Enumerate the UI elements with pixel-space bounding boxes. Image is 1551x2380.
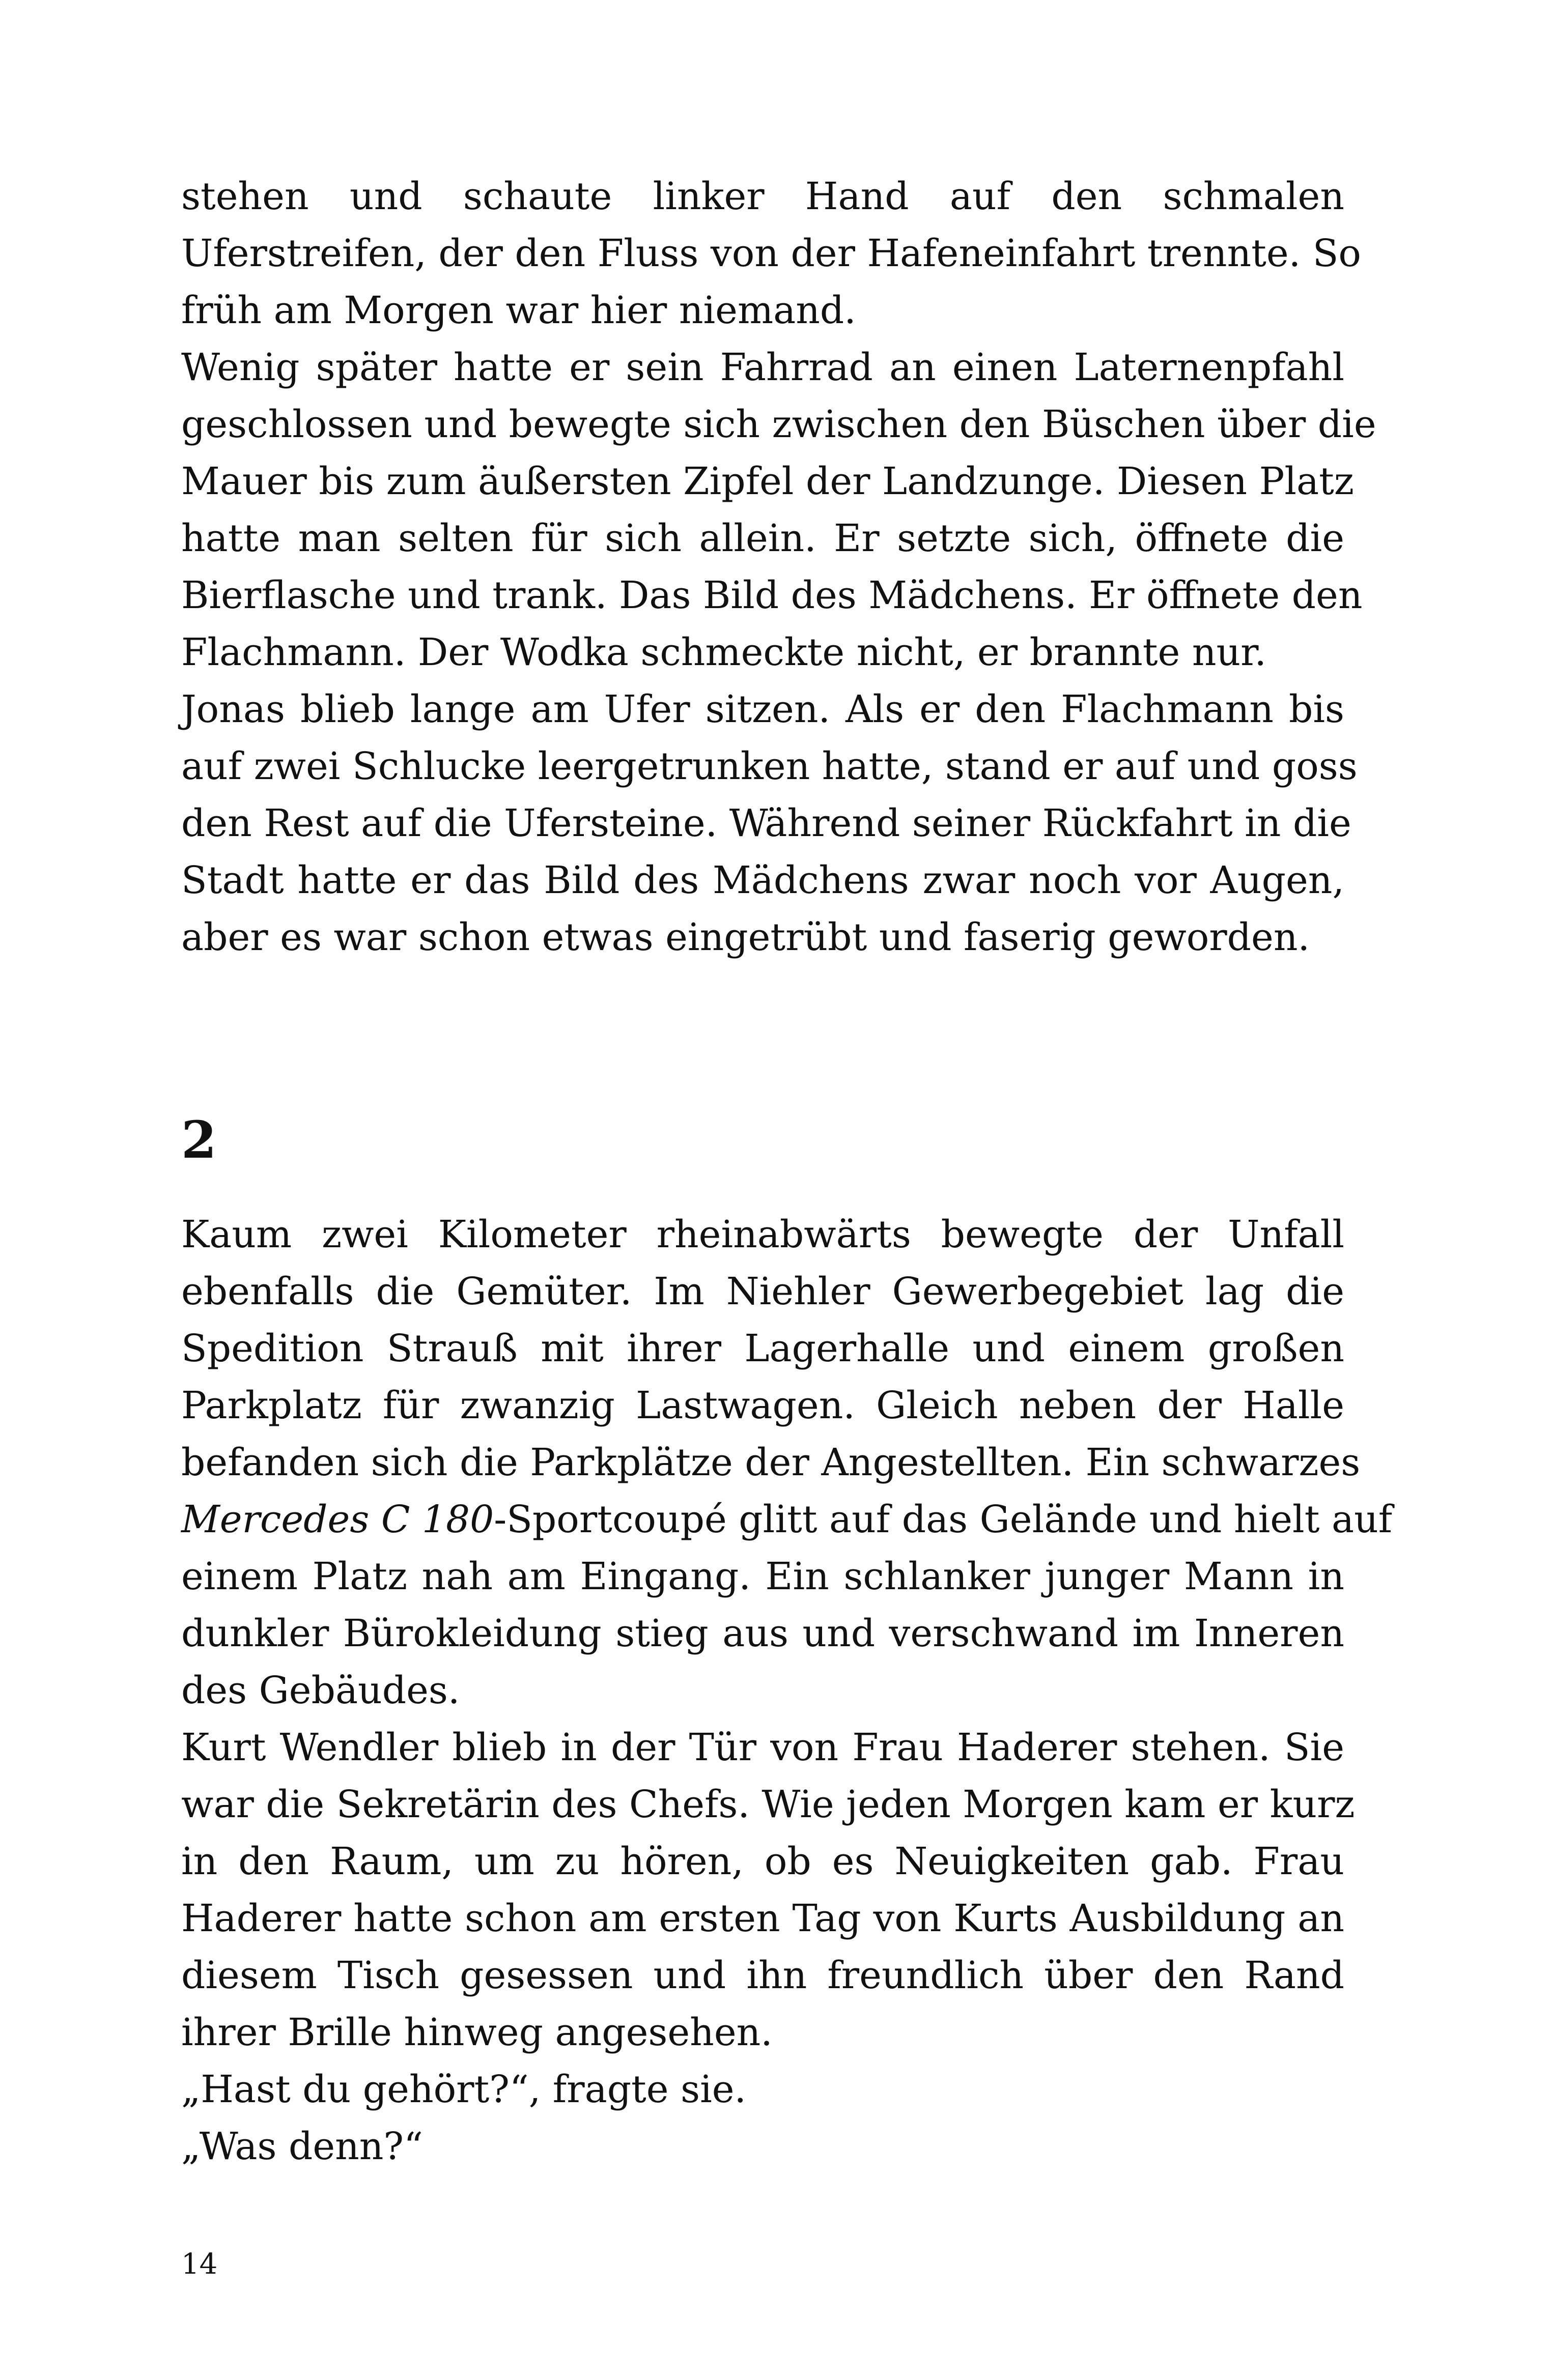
text-line: Uferstreifen, der den Fluss von der Hafeneinfahrt trennte. So: [181, 232, 1361, 275]
text-line: einem Platz nah am Eingang. Ein schlanker junger Mann in: [181, 1555, 1344, 1598]
text-line: Parkplatz für zwanzig Lastwagen. Gleich neben der Halle: [181, 1384, 1344, 1427]
text-line: Wenig später hatte er sein Fahrrad an einen Laternenpfahl: [181, 346, 1344, 389]
text-line: Stadt hatte er das Bild des Mädchens zwar noch vor Augen,: [181, 858, 1344, 902]
text-line: des Gebäudes.: [181, 1669, 460, 1712]
text-line: dunkler Bürokleidung stieg aus und verschwand im Inneren: [181, 1612, 1344, 1655]
dialogue-line: „Hast du gehört?“, fragte sie.: [181, 2068, 747, 2111]
text-line: Flachmann. Der Wodka schmeckte nicht, er brannte nur.: [181, 630, 1266, 674]
text-line: den Rest auf die Ufersteine. Während seiner Rückfahrt in die: [181, 801, 1351, 845]
text-line: befanden sich die Parkplätze der Angestellten. Ein schwarzes: [181, 1441, 1361, 1484]
text-line: Kaum zwei Kilometer rheinabwärts bewegte der Unfall: [181, 1213, 1344, 1256]
text-line: ebenfalls die Gemüter. Im Niehler Gewerbegebiet lag die: [181, 1270, 1344, 1313]
text-line: früh am Morgen war hier niemand.: [181, 289, 856, 332]
text-line: war die Sekretärin des Chefs. Wie jeden Morgen kam er kurz: [181, 1783, 1355, 1826]
text-line: Jonas blieb lange am Ufer sitzen. Als er den Flachmann bis: [181, 687, 1344, 731]
chapter-number: 2: [181, 1110, 217, 1170]
text-line: diesem Tisch gesessen und ihn freundlich über den Rand: [181, 1954, 1344, 1997]
text-line: geschlossen und bewegte sich zwischen den Büschen über die: [181, 403, 1376, 446]
text-line: Bierflasche und trank. Das Bild des Mädchens. Er öffnete den: [181, 574, 1363, 617]
text-line: hatte man selten für sich allein. Er setzte sich, öffnete die: [181, 517, 1344, 560]
text-line: auf zwei Schlucke leergetrunken hatte, stand er auf und goss: [181, 744, 1358, 788]
text-line: Spedition Strauß mit ihrer Lagerhalle und einem großen: [181, 1327, 1344, 1370]
text-line: Haderer hatte schon am ersten Tag von Kurts Ausbildung an: [181, 1897, 1344, 1940]
dialogue-line: „Was denn?“: [181, 2125, 423, 2168]
text-line: in den Raum, um zu hören, ob es Neuigkeiten gab. Frau: [181, 1840, 1344, 1883]
italic-car-model: Mercedes C 180: [181, 1498, 494, 1541]
text-line: Kurt Wendler blieb in der Tür von Frau Haderer stehen. Sie: [181, 1726, 1344, 1769]
text-line-with-italic: [181, 1491, 1393, 1548]
page-number: 14: [181, 2248, 218, 2281]
text-line-rest: -Sportcoupé glitt auf das Gelände und hielt auf: [494, 1498, 1393, 1541]
text-line: ihrer Brille hinweg angesehen.: [181, 2011, 773, 2054]
text-line: stehen und schaute linker Hand auf den schmalen: [181, 175, 1344, 218]
text-line: aber es war schon etwas eingetrübt und faserig geworden.: [181, 915, 1310, 959]
text-line: Mauer bis zum äußersten Zipfel der Landzunge. Diesen Platz: [181, 460, 1354, 503]
